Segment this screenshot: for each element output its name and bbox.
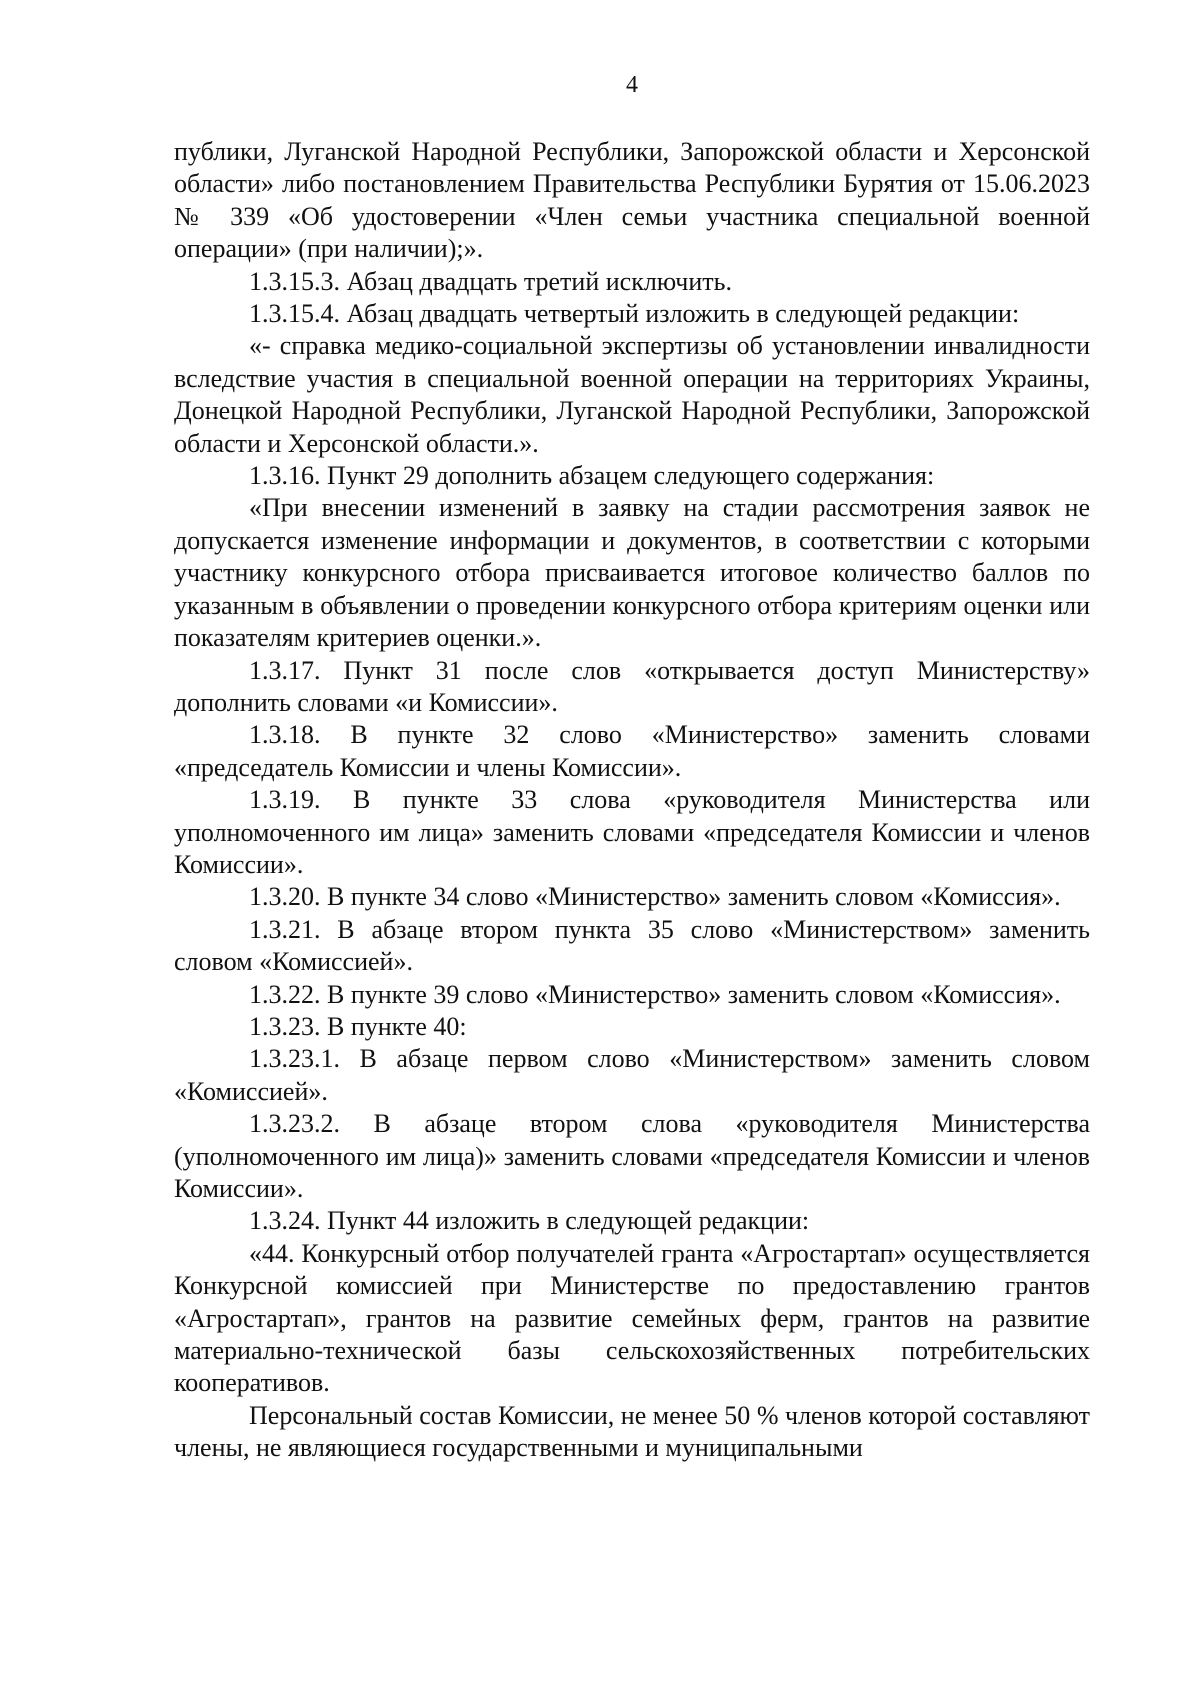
paragraph: 1.3.20. В пункте 34 слово «Министерство» заменить словом «Комиссия».: [249, 882, 1061, 912]
document-body: [174, 136, 1090, 1465]
paragraph: 1.3.22. В пункте 39 слово «Министерство» заменить словом «Комиссия».: [249, 979, 1061, 1009]
paragraph: 1.3.24. Пункт 44 изложить в следующей редакции:: [249, 1206, 810, 1236]
paragraph: 1.3.21. В абзаце втором пункта 35 слово «Министерством» заменить словом «Комиссией».: [174, 914, 1090, 977]
paragraph: публики, Луганской Народной Республики, Запорожской области и Херсонской области» либо постановлением Правительства Республики Бурятия от 15.06.2023 № 339 «Об удостоверении «Член семьи участника специальной военной операции» (при наличии);».: [174, 137, 1090, 264]
paragraph: 1.3.18. В пункте 32 слово «Министерство» заменить словами «председатель Комиссии и члены Комиссии».: [174, 720, 1090, 782]
paragraph: 1.3.23.1. В абзаце первом слово «Министерством» заменить словом «Комиссией».: [174, 1044, 1090, 1106]
paragraph: 1.3.15.3. Абзац двадцать третий исключить.: [249, 266, 732, 296]
paragraph: 1.3.23.2. В абзаце втором слова «руководителя Министерства (уполномоченного им лица)» заменить словами «председателя Комиссии и членов Комиссии».: [174, 1109, 1090, 1203]
paragraph: «При внесении изменений в заявку на стадии рассмотрения заявок не допускается изменение информации и документов, в соответствии с которыми участнику конкурсного отбора присваивается итоговое количество баллов по указанным в объявлении о проведении конкурсного отбора критериям оценки или показателям критериев оценки.».: [174, 493, 1090, 653]
paragraph: Персональный состав Комиссии, не менее 50 % членов которой составляют члены, не являющиеся государственными и муниципальными: [174, 1400, 1090, 1463]
paragraph: 1.3.19. В пункте 33 слова «руководителя Министерства или уполномоченного им лица» заменить словами «председателя Комиссии и членов Комиссии».: [174, 785, 1090, 879]
paragraph: 1.3.23. В пункте 40:: [249, 1011, 467, 1041]
paragraph: 1.3.16. Пункт 29 дополнить абзацем следующего содержания:: [249, 461, 935, 491]
paragraph: «- справка медико-социальной экспертизы об установлении инвалидности вследствие участия в специальной военной операции на территориях Украины, Донецкой Народной Республики, Луганской Народной Республики, Запорожской области и Херсонской области.».: [174, 331, 1090, 458]
paragraph: 1.3.15.4. Абзац двадцать четвертый изложить в следующей редакции:: [249, 299, 1020, 329]
page-number: 4: [626, 72, 638, 98]
paragraph: 1.3.17. Пункт 31 после слов «открывается доступ Министерству» дополнить словами «и Комиссии».: [174, 655, 1090, 717]
paragraph: «44. Конкурсный отбор получателей гранта «Агростартап» осуществляется Конкурсной комиссией при Министерстве по предоставлению грантов «Агростартап», грантов на развитие семейных ферм, грантов на развитие материально-технической базы сельскохозяйственных потребительских кооперативов.: [174, 1238, 1090, 1398]
